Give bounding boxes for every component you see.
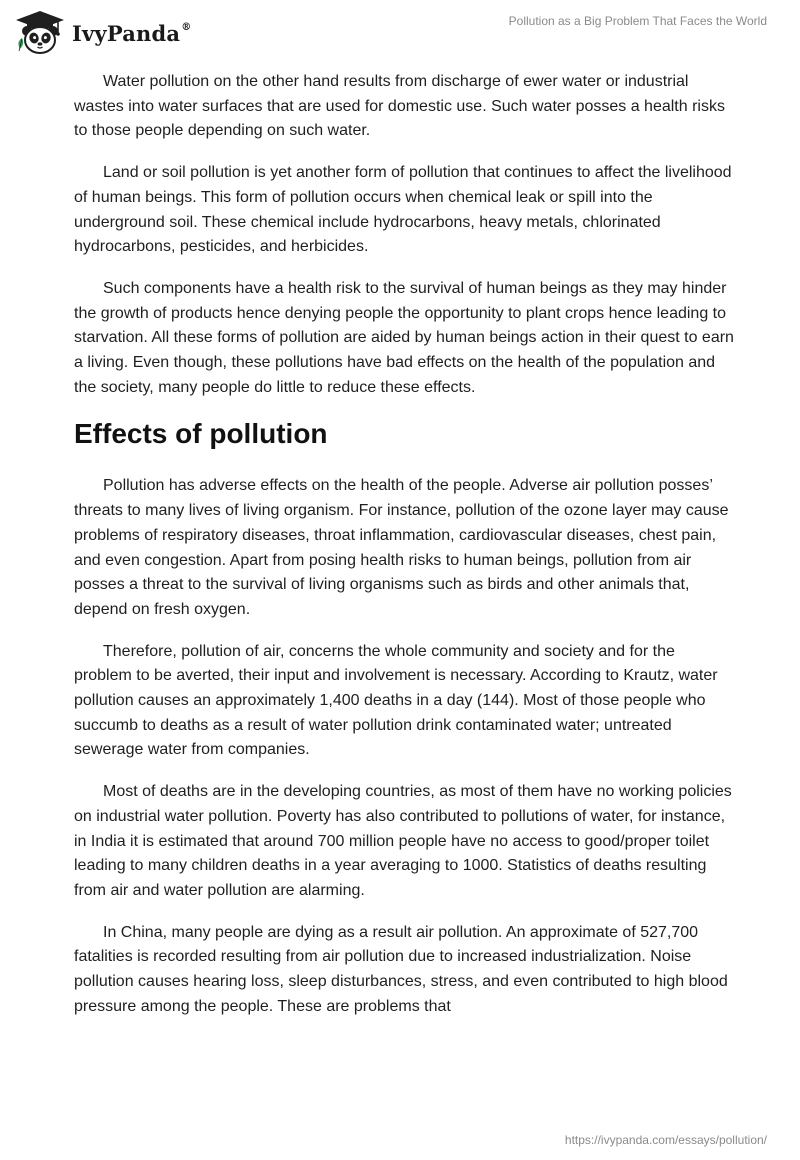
document-title: Pollution as a Big Problem That Faces the World (508, 14, 767, 28)
paragraph: Such components have a health risk to the survival of human beings as they may hinder the growth of products hence denying people the opportunity to plant crops hence leading to starvation. All these forms of pollution are aided by human beings action in their quest to earn a living. Even though, these pollutions have bad effects on the health of the population and the society, many people do little to reduce these effects. (74, 279, 734, 396)
section-heading: Effects of pollution (74, 418, 328, 450)
registered-mark: ® (181, 21, 192, 33)
ivypanda-logo[interactable] (14, 9, 191, 55)
paragraph: In China, many people are dying as a result air pollution. An approximate of 527,700 fatalities is recorded resulting from air pollution due to increased industrialization. Noise pollution causes hearing loss, sleep disturbances, stress, and even contributed to high blood pressure among the people. These are problems that (74, 923, 728, 1015)
brand-name: IvyPanda® (72, 20, 192, 46)
paragraph: Most of deaths are in the developing countries, as most of them have no working policies on industrial water pollution. Poverty has also contributed to pollutions of water, for instance, in India it is estimated that around 700 million people have no access to good/proper toilet leading to many children deaths in a year averaging to 1000. Statistics of deaths resulting from air and water pollution are alarming. (74, 783, 732, 899)
paragraph: Water pollution on the other hand results from discharge of ewer water or industrial wastes into water surfaces that are used for domestic use. Such water posses a health risks to those people depending on such water. (74, 73, 725, 140)
essay-body (74, 70, 734, 1037)
paragraph: Therefore, pollution of air, concerns the whole community and society and for the problem to be averted, their input and involvement is necessary. According to Krautz, water pollution causes an approximately 1,400 deaths in a day (144). Most of those people who succumb to deaths as a result of water pollution drink contaminated water; untreated sewerage water from companies. (74, 642, 718, 759)
source-url[interactable]: https://ivypanda.com/essays/pollution/ (564, 1133, 767, 1147)
paragraph: Land or soil pollution is yet another form of pollution that continues to affect the livelihood of human beings. This form of pollution occurs when chemical leak or spill into the underground soil. These chemical include hydrocarbons, heavy metals, chlorinated hydrocarbons, pesticides, and herbicides. (74, 164, 732, 256)
paragraph: Pollution has adverse effects on the health of the people. Adverse air pollution posses’ threats to many lives of living organism. For instance, pollution of the ozone layer may cause problems of respiratory diseases, throat inflammation, cardiovascular diseases, chest pain, and even congestion. Apart from posing health risks to human beings, pollution from air posses a threat to the survival of living organisms such as birds and other animals that, depend on fresh oxygen. (74, 477, 729, 618)
page-header (0, 0, 800, 70)
panda-graduate-icon (14, 9, 66, 55)
